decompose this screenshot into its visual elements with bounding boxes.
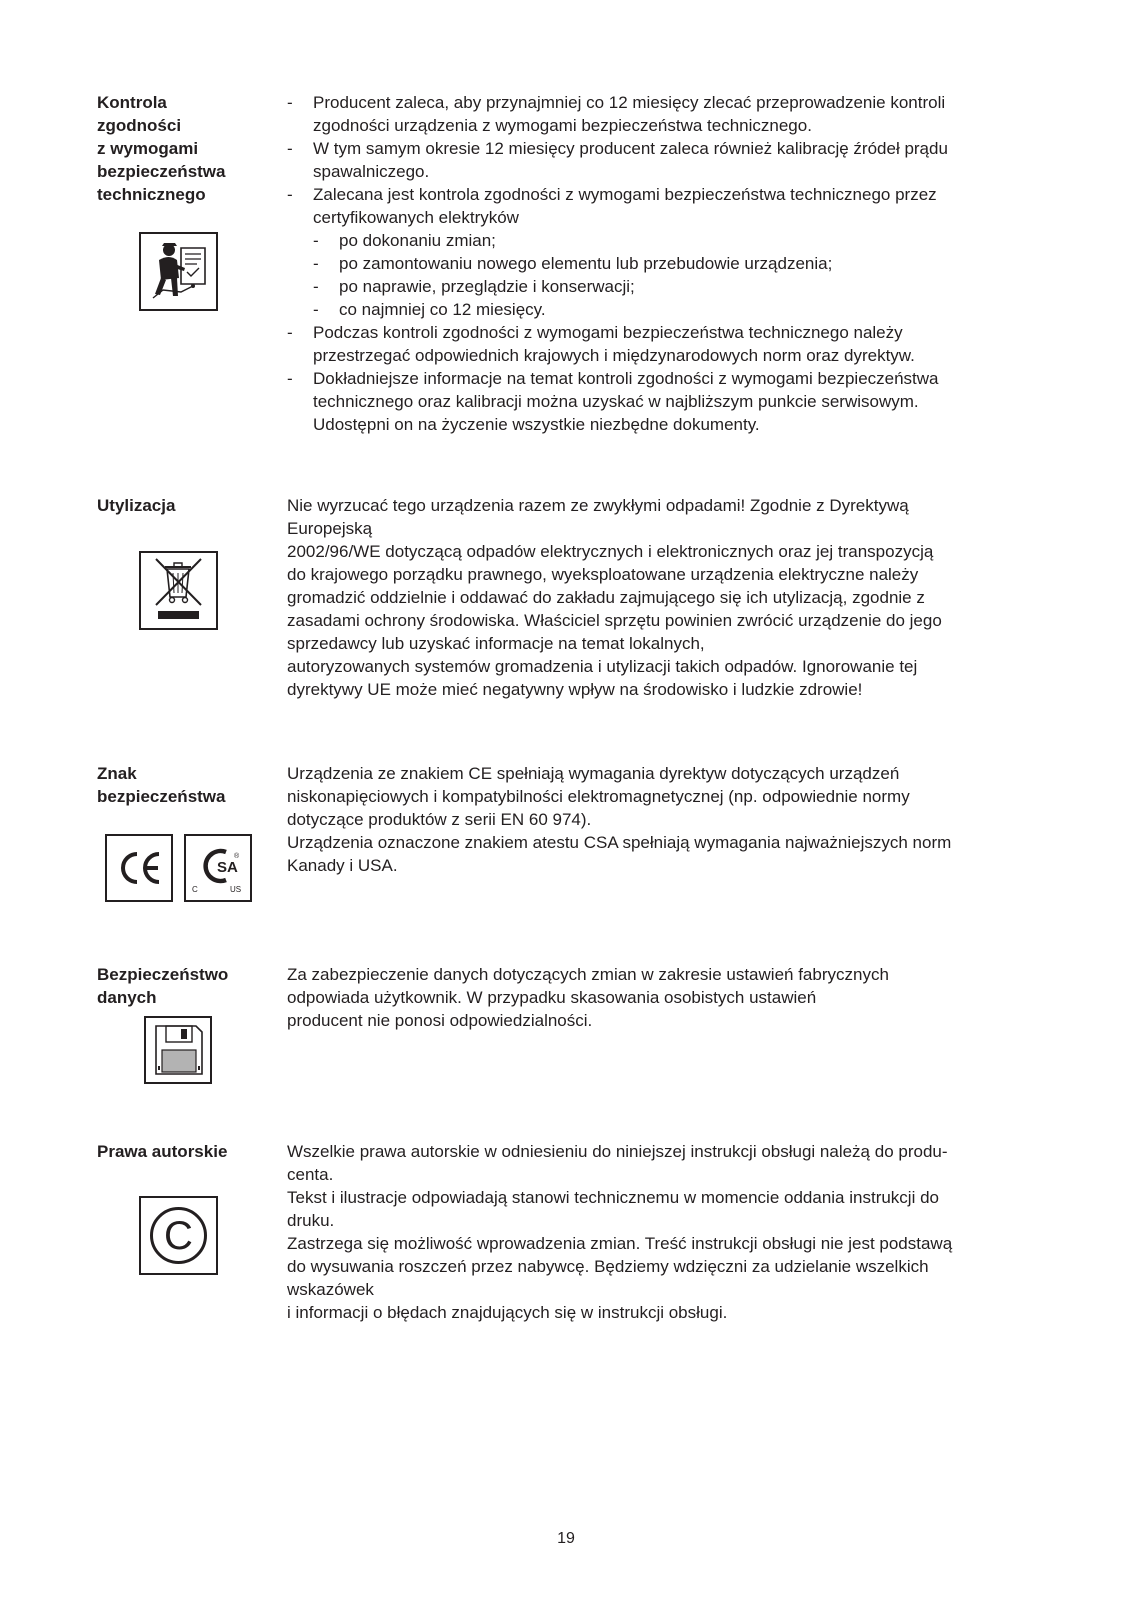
section-body-kontrola	[287, 91, 1047, 436]
csa-mark-icon-graphic	[186, 836, 250, 900]
section-body-znak: Urządzenia ze znakiem CE spełniają wymagania dyrektyw dotyczących urządzeń niskonapięciowych i kompatybilności elektromagnetycznej (np. odpowiednie normy dotyczące produktów z serii EN 60 974). Urządzenia oznaczone znakiem atestu CSA spełniają wymagania najważniejszych norm Kanady i USA.	[287, 764, 952, 875]
copyright-icon-graphic	[141, 1198, 216, 1273]
csa-right-text: US	[230, 885, 242, 894]
crossed-out-wheelie-bin-icon	[139, 551, 218, 630]
section-body-prawa: Wszelkie prawa autorskie w odniesieniu do niniejszej instrukcji obsługi należą do produ- centa. Tekst i ilustracje odpowiadają stanowi technicznemu w momencie oddania instrukcji do druku. Zastrzega się możliwość wprowadzenia zmian. Treść instrukcji obsługi nie jest podstawą do wysuwania roszczeń przez nabywcę. Będziemy wdzięczni za udzielanie wszelkich wskazówek i informacji o błędach znajdujących się w instrukcji obsługi.	[287, 1142, 953, 1322]
copyright-letter: C	[164, 1214, 193, 1258]
section-label-dane: Bezpieczeństwo danych	[97, 965, 229, 1007]
list-item: - Dokładniejsze informacje na temat kontroli zgodności z wymogami bezpieczeństwa technicznego oraz kalibracji można uzyskać w najbliższym punkcie serwisowym. Udostępni on na życzenie wszystkie niezbędne dokumenty.	[287, 369, 939, 434]
crossed-out-wheelie-bin-icon-graphic	[141, 553, 216, 628]
sub-list-item: - po naprawie, przeglądzie i konserwacji;	[313, 277, 635, 296]
section-label-znak: Znak bezpieczeństwa	[97, 764, 226, 806]
list-item: - W tym samym okresie 12 miesięcy producent zaleca również kalibrację źródeł prądu spawalniczego.	[287, 139, 948, 181]
csa-left-text: C	[192, 885, 198, 894]
section-body-utylizacja: Nie wyrzucać tego urządzenia razem ze zwykłymi odpadami! Zgodnie z Dyrektywą Europejską 2002/96/WE dotyczącą odpadów elektrycznych i elektronicznych oraz jej transpozycją do krajowego porządku prawnego, wyeksploatowane urządzenia elektryczne należy gromadzić oddzielnie i oddawać do zakładu zajmującego się ich utylizacją, zgodnie z zasadami ochrony środowiska. Właściciel sprzętu powinien zwrócić urządzenie do jego sprzedawcy lub uzyskać informacje na temat lokalnych, autoryzowanych systemów gromadzenia i utylizacji takich odpadów. Ignorowanie tej dyrektywy UE może mieć negatywny wpływ na środowisko i ludzkie zdrowie!	[287, 496, 942, 699]
inspection-technician-icon	[139, 232, 218, 311]
section-label-kontrola: Kontrola zgodności z wymogami bezpieczeństwa technicznego	[97, 93, 226, 204]
copyright-icon	[139, 1196, 218, 1275]
ce-mark-icon	[105, 834, 173, 902]
section-label-utylizacja: Utylizacja	[97, 496, 176, 515]
floppy-disk-icon	[144, 1016, 212, 1084]
sub-list-item: - po zamontowaniu nowego elementu lub przebudowie urządzenia;	[313, 254, 833, 273]
section-body-dane: Za zabezpieczenie danych dotyczących zmian w zakresie ustawień fabrycznych odpowiada użytkownik. W przypadku skasowania osobistych ustawień producent nie ponosi odpowiedzialności.	[287, 965, 889, 1030]
inspection-technician-icon-graphic	[141, 234, 216, 309]
section-label-prawa: Prawa autorskie	[97, 1142, 228, 1161]
sub-list-item: - co najmniej co 12 miesięcy.	[313, 300, 546, 319]
csa-registered-mark: ®	[234, 853, 240, 860]
csa-center-text: SA	[217, 859, 238, 876]
list-item: - Producent zaleca, aby przynajmniej co 12 miesięcy zlecać przeprowadzenie kontroli zgodności urządzenia z wymogami bezpieczeństwa technicznego.	[287, 93, 946, 135]
list-item: - Podczas kontroli zgodności z wymogami bezpieczeństwa technicznego należy przestrzegać odpowiednich krajowych i międzynarodowych norm oraz dyrektyw.	[287, 323, 915, 365]
ce-mark-icon-graphic	[107, 836, 171, 900]
page-number: 19	[557, 1530, 575, 1547]
floppy-disk-icon-graphic	[146, 1018, 210, 1082]
list-item: - Zalecana jest kontrola zgodności z wymogami bezpieczeństwa technicznego przez certyfikowanych elektryków	[287, 185, 937, 227]
sub-list-item: - po dokonaniu zmian;	[313, 231, 496, 250]
csa-mark-icon	[184, 834, 252, 902]
